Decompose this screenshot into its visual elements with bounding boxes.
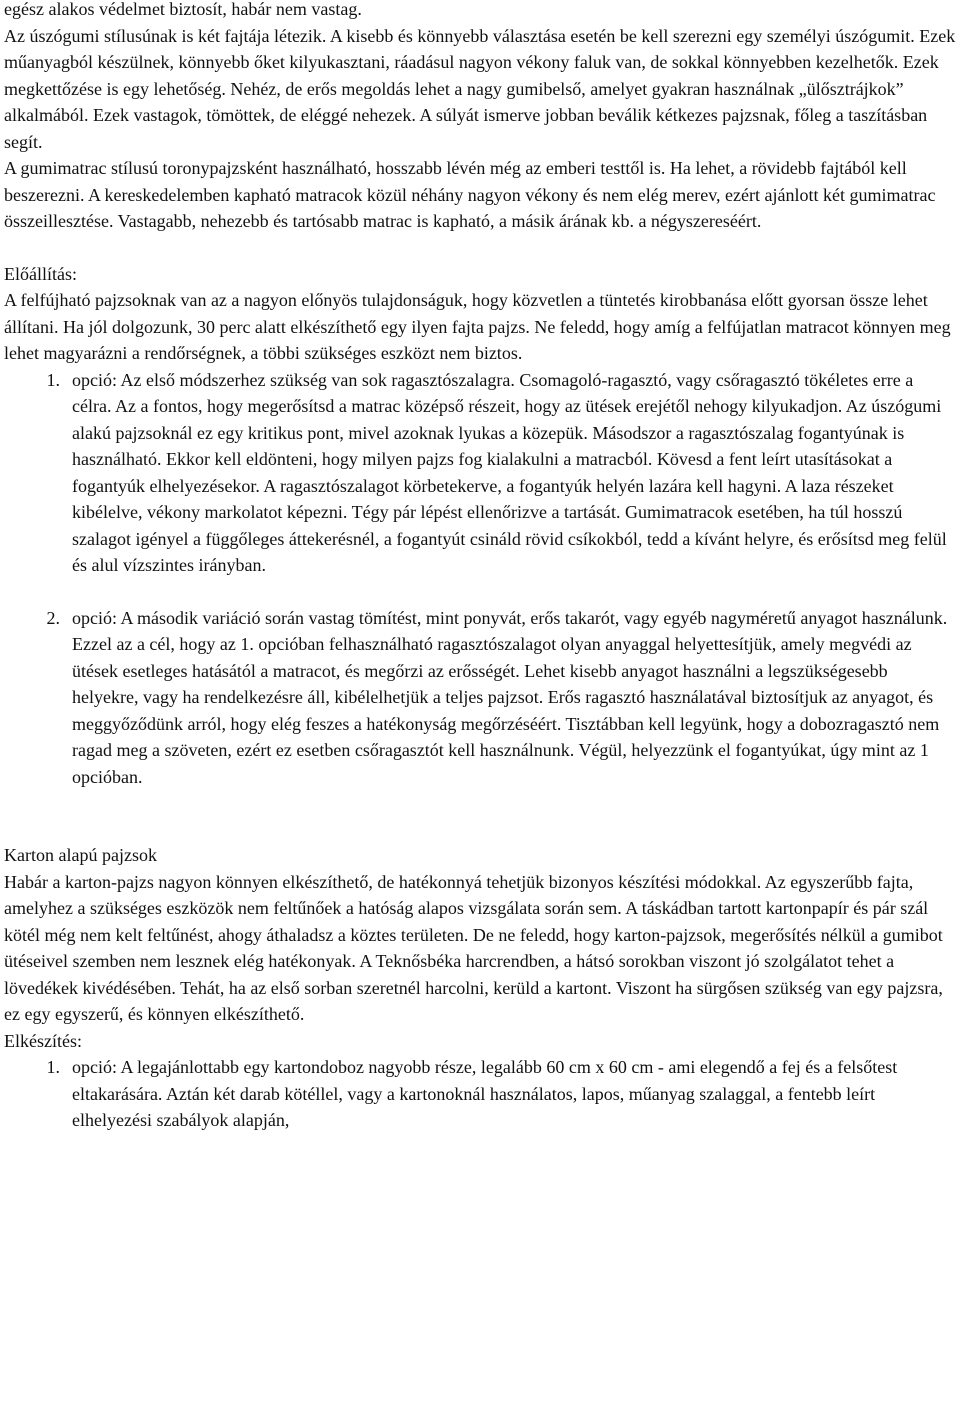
spacer [4, 790, 956, 842]
section-preparation [4, 261, 956, 791]
list-item [4, 367, 956, 579]
list-item [4, 605, 956, 791]
numbered-list [4, 1054, 956, 1134]
paragraph: egész alakos védelmet biztosít, habár nem vastag. [4, 0, 362, 19]
numbered-list [4, 367, 956, 791]
list-number: 2. [46, 607, 60, 628]
subheading: Elkészítés: [4, 1030, 82, 1051]
paragraph: Habár a karton-pajzs nagyon könnyen elkészíthető, de hatékonnyá tehetjük bizonyos készítési módokkal. Az egyszerűbb fajta, amelyhez a szükséges eszközök nem feltűnőek a hatóság alapos vizsgálata során sem. A táskádban tartott kartonpapír és pár szál kötél még nem kelt feltűnést, ahogy áthaladsz a köztes területen. De ne feledd, hogy karton-pajzsok, megerősítés nélkül a gumibot ütéseivel szemben nem lesznek elég hatékonyak. A Teknősbéka harcrendben, a hátsó sorokban viszont jó szolgálatot tehet a lövedékek kivédésében. Tehát, ha az első sorban szeretnél harcolni, kerüld a kartont. Viszont ha sürgősen szükség van egy pajzsra, ez egy egyszerű, és könnyen elkészíthető. [4, 871, 943, 1024]
list-item-text: opció: Az első módszerhez szükség van sok ragasztószalagra. Csomagoló-ragasztó, vagy csőragasztó tökéletes erre a célra. Az a fontos, hogy megerősítsd a matrac középső részeit, hogy az ütések erejétől nehogy kilyukadjon. Az úszógumi alakú pajzsoknál ez egy kritikus pont, mivel azoknak lyukas a közepük. Másodszor a ragasztószalag fogantyúnak is használható. Ekkor kell eldönteni, hogy milyen pajzs fog kialakulni a matracból. Kövesd a fent leírt utasításokat a fogantyúk elhelyezésekor. A ragasztószalagot körbetekerve, a fogantyúk helyén lazára kell hagyni. A laza részeket kibélelve, vékony markolatot képezni. Tégy pár lépést ellenőrizve a tartását. Gumimatracok esetében, ha túl hosszú szalagot igényel a függőleges áttekerésnél, a fogantyút csináld rövid csíkokból, tedd a kívánt helyre, és erősítsd meg felül és alul vízszintes irányban. [72, 369, 947, 575]
section-ring-and-mattress-types [4, 0, 956, 235]
document-page [4, 0, 956, 1134]
list-number: 1. [46, 369, 60, 390]
paragraph: Az úszógumi stílusúnak is két fajtája létezik. A kisebb és könnyebb választása esetén be kell szerezni egy személyi úszógumit. Ezek műanyagból készülnek, könnyebb őket kilyukasztani, ráadásul nagyon vékony faluk van, de sokkal könnyebben kezelhetők. Ezek megkettőzése is egy lehetőség. Nehéz, de erős megoldás lehet a nagy gumibelső, amelyet gyakran használnak „ülősztrájkok” alkalmából. Ezek vastagok, tömöttek, de eléggé nehezek. A súlyát ismerve jobban beválik kétkezes pajzsnak, főleg a taszításban segít. [4, 25, 956, 152]
paragraph: A gumimatrac stílusú toronypajzsként használható, hosszabb lévén még az emberi testtől is. Ha lehet, a rövidebb fajtából kell beszerezni. A kereskedelemben kapható matracok közül néhány nagyon vékony és nem elég merev, ezért ajánlott két gumimatrac összeillesztése. Vastagabb, nehezebb és tartósabb matrac is kapható, a másik árának kb. a négyszereséért. [4, 158, 936, 231]
list-item [4, 1054, 956, 1134]
list-number: 1. [46, 1057, 60, 1077]
list-item-text: opció: A legajánlottabb egy kartondoboz nagyobb része, legalább 60 cm x 60 cm - ami elegendő a fej és a felsőtest eltakarására. Aztán két darab kötéllel, vagy a kartonoknál használatos, lapos, műanyag szalaggal, a fentebb leírt elhelyezési szabályok alapján, [72, 1057, 898, 1130]
paragraph: A felfújható pajzsoknak van az a nagyon előnyös tulajdonságuk, hogy közvetlen a tüntetés kirobbanása előtt gyorsan össze lehet állítani. Ha jól dolgozunk, 30 perc alatt elkészíthető egy ilyen fajta pajzs. Ne feledd, hogy amíg a felfújatlan matracot könnyen meg lehet magyarázni a rendőrségnek, a többi szükséges eszközt nem biztos. [4, 290, 951, 363]
section-heading: Előállítás: [4, 263, 77, 284]
spacer [4, 235, 956, 261]
list-item-text: opció: A második variáció során vastag tömítést, mint ponyvát, erős takarót, vagy egyéb nagyméretű anyagot használunk. Ezzel az a cél, hogy az 1. opcióban felhasználható ragasztószalagot olyan anyaggal helyettesítjük, amely megvédi az ütések esetleges hatásától a matracot, és megőrzi az erősségét. Lehet kisebb anyagot használni a legszükségesebb helyekre, vagy ha rendelkezésre áll, kibélelhetjük a teljes pajzsot. Erős ragasztó használatával biztosítjuk az anyagot, és meggyőződünk arról, hogy elég feszes a hatékonyság megőrzéséért. Tisztábban kell legyünk, hogy a dobozragasztó nem ragad meg a szöveten, ezért ez esetben csőragasztót kell használnunk. Végül, helyezzünk el fogantyúkat, úgy mint az 1 opcióban. [72, 607, 948, 787]
section-cardboard-shields [4, 842, 956, 1134]
spacer [4, 579, 956, 605]
section-heading: Karton alapú pajzsok [4, 845, 157, 865]
